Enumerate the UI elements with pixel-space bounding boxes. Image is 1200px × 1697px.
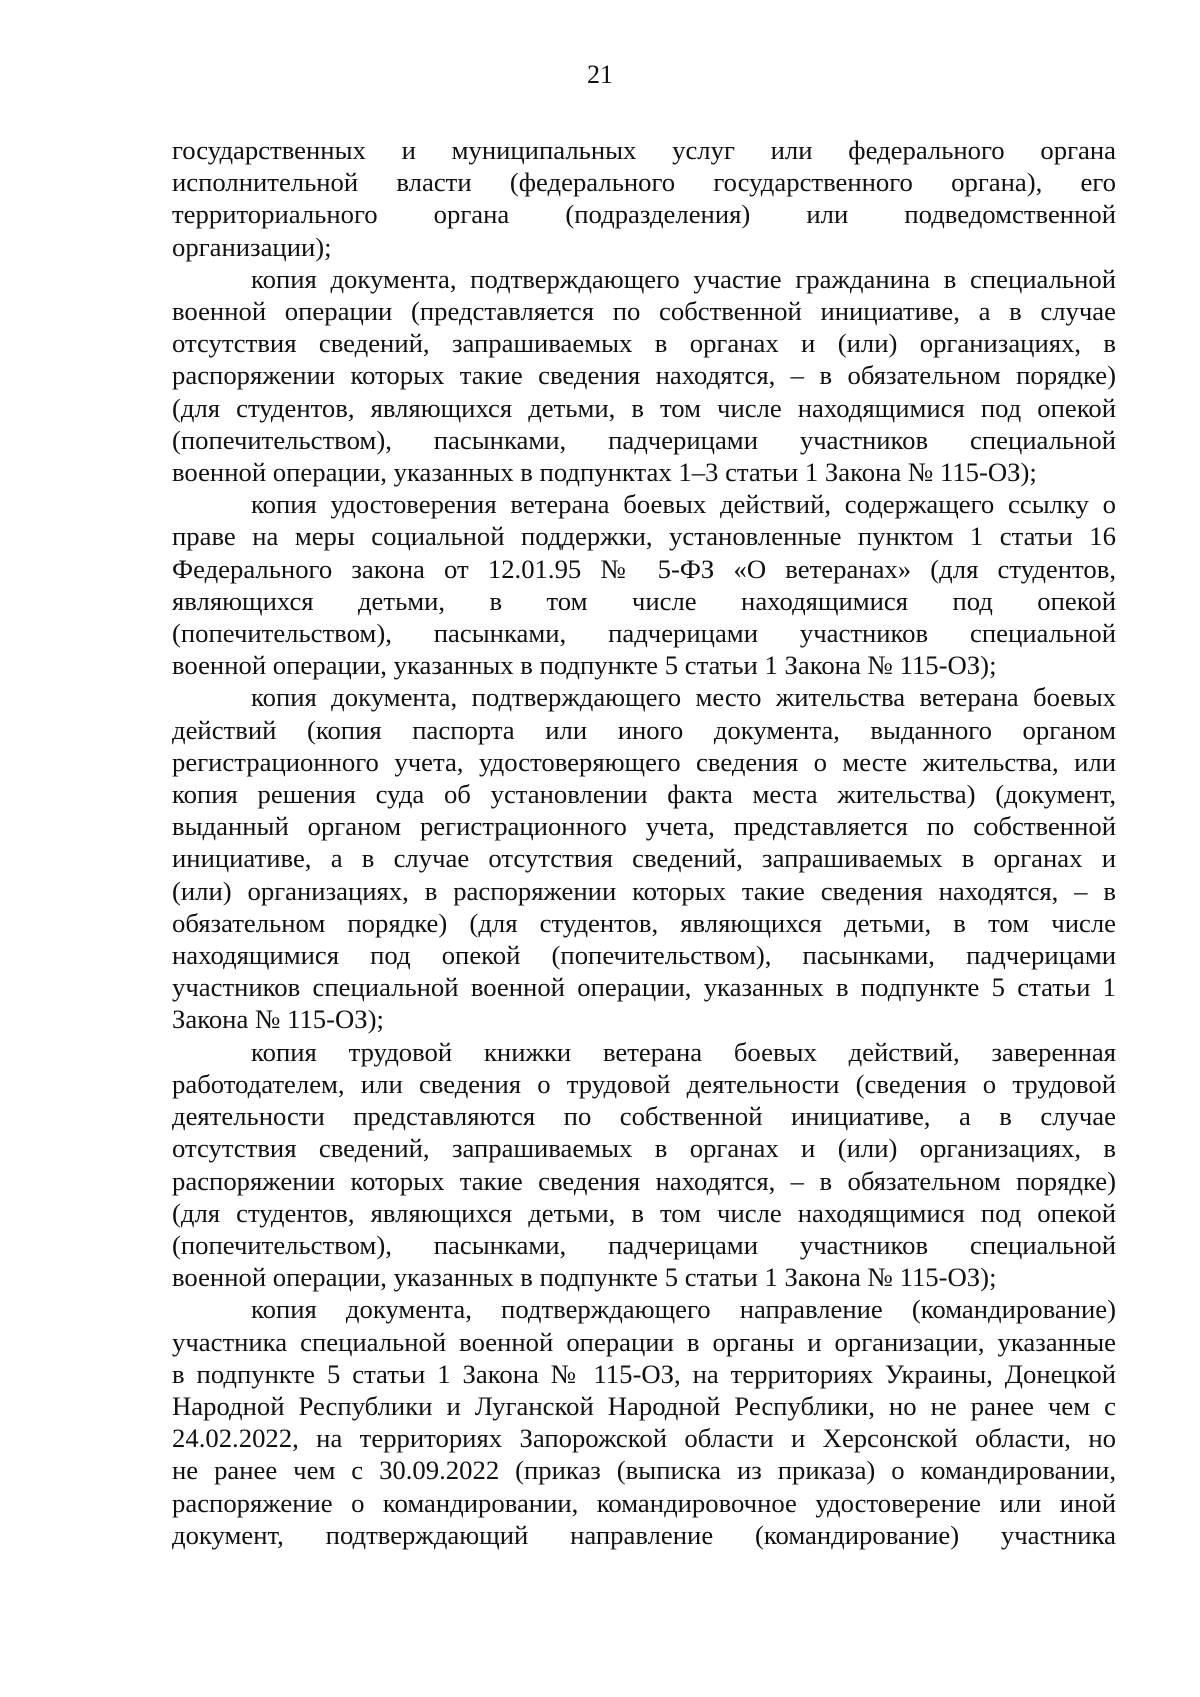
page-number: 21	[587, 60, 613, 89]
text-line: 24.02.2022, на территориях Запорожской области и Херсонской области, но	[172, 1423, 1116, 1454]
text-line: обязательном порядке) (для студентов, являющихся детьми, в том числе	[172, 907, 1116, 938]
text-line: военной операции, указанных в подпункте 5 статьи 1 Закона № 115-ОЗ);	[172, 1262, 997, 1293]
text-line: копия документа, подтверждающего участие гражданина в специальной	[251, 263, 1116, 294]
text-line: распоряжении которых такие сведения находятся, – в обязательном порядке)	[172, 360, 1116, 391]
text-line: государственных и муниципальных услуг или федерального органа	[172, 135, 1116, 165]
text-line: военной операции, указанных в подпункте 5 статьи 1 Закона № 115-ОЗ);	[172, 650, 997, 681]
text-line: работодателем, или сведения о трудовой деятельности (сведения о трудовой	[172, 1068, 1116, 1099]
paragraph	[172, 488, 1116, 681]
text-line: участников специальной военной операции, указанных в подпункте 5 статьи 1	[172, 972, 1116, 1003]
text-line: (для студентов, являющихся детьми, в том числе находящимися под опекой	[172, 1197, 1116, 1228]
text-line: военной операции, указанных в подпунктах 1–3 статьи 1 Закона № 115-ОЗ);	[172, 457, 1037, 488]
text-line: праве на меры социальной поддержки, установленные пунктом 1 статьи 16	[172, 521, 1116, 552]
text-line: отсутствия сведений, запрашиваемых в органах и (или) организациях, в	[172, 328, 1116, 359]
text-line: отсутствия сведений, запрашиваемых в органах и (или) организациях, в	[172, 1133, 1116, 1164]
text-line: (для студентов, являющихся детьми, в том числе находящимися под опекой	[172, 392, 1116, 423]
text-line: регистрационного учета, удостоверяющего сведения о месте жительства, или	[172, 746, 1116, 777]
text-line: распоряжении которых такие сведения находятся, – в обязательном порядке)	[172, 1165, 1116, 1196]
text-line: выданный органом регистрационного учета, представляется по собственной	[172, 811, 1116, 842]
text-line: копия решения суда об установлении факта места жительства) (документ,	[172, 779, 1116, 810]
text-line: копия трудовой книжки ветерана боевых действий, заверенная	[251, 1036, 1116, 1067]
text-line: действий (копия паспорта или иного документа, выданного органом	[172, 714, 1116, 745]
text-line: не ранее чем с 30.09.2022 (приказ (выписка из приказа) о командировании,	[172, 1455, 1116, 1486]
paragraph	[172, 1036, 1116, 1294]
text-line: Федерального закона от 12.01.95 № 5-ФЗ «О ветеранах» (для студентов,	[172, 553, 1116, 584]
text-line: военной операции (представляется по собственной инициативе, а в случае	[172, 296, 1116, 327]
text-line: организации);	[172, 231, 332, 262]
text-line: (или) организациях, в распоряжении которых такие сведения находятся, – в	[172, 875, 1116, 906]
paragraph	[172, 263, 1116, 488]
paragraph	[172, 681, 1116, 1035]
text-line: являющихся детьми, в том числе находящимися под опекой	[172, 585, 1116, 616]
text-line: территориального органа (подразделения) или подведомственной	[172, 199, 1116, 230]
text-line: находящимися под опекой (попечительством), пасынками, падчерицами	[172, 940, 1116, 971]
paragraph	[172, 1293, 1116, 1551]
text-line: Закона № 115-ОЗ);	[172, 1004, 384, 1035]
text-line: участника специальной военной операции в органы и организации, указанные	[172, 1326, 1116, 1357]
text-line: исполнительной власти (федерального государственного органа), его	[172, 167, 1116, 198]
text-line: копия документа, подтверждающего место жительства ветерана боевых	[251, 682, 1116, 713]
paragraph	[172, 134, 1116, 263]
text-line: деятельности представляются по собственной инициативе, а в случае	[172, 1101, 1116, 1132]
text-line: документ, подтверждающий направление (командирование) участника	[172, 1519, 1116, 1550]
text-line: копия удостоверения ветерана боевых действий, содержащего ссылку о	[251, 489, 1116, 520]
text-line: Народной Республики и Луганской Народной Республики, но не ранее чем с	[172, 1390, 1116, 1421]
text-line: (попечительством), пасынками, падчерицами участников специальной	[172, 618, 1116, 649]
document-body	[172, 134, 1116, 1551]
text-line: инициативе, а в случае отсутствия сведений, запрашиваемых в органах и	[172, 843, 1116, 874]
text-line: (попечительством), пасынками, падчерицами участников специальной	[172, 1229, 1116, 1260]
text-line: копия документа, подтверждающего направление (командирование)	[251, 1294, 1116, 1325]
text-line: распоряжение о командировании, командировочное удостоверение или иной	[172, 1487, 1116, 1518]
text-line: в подпункте 5 статьи 1 Закона № 115-ОЗ, на территориях Украины, Донецкой	[172, 1358, 1116, 1389]
text-line: (попечительством), пасынками, падчерицами участников специальной	[172, 424, 1116, 455]
